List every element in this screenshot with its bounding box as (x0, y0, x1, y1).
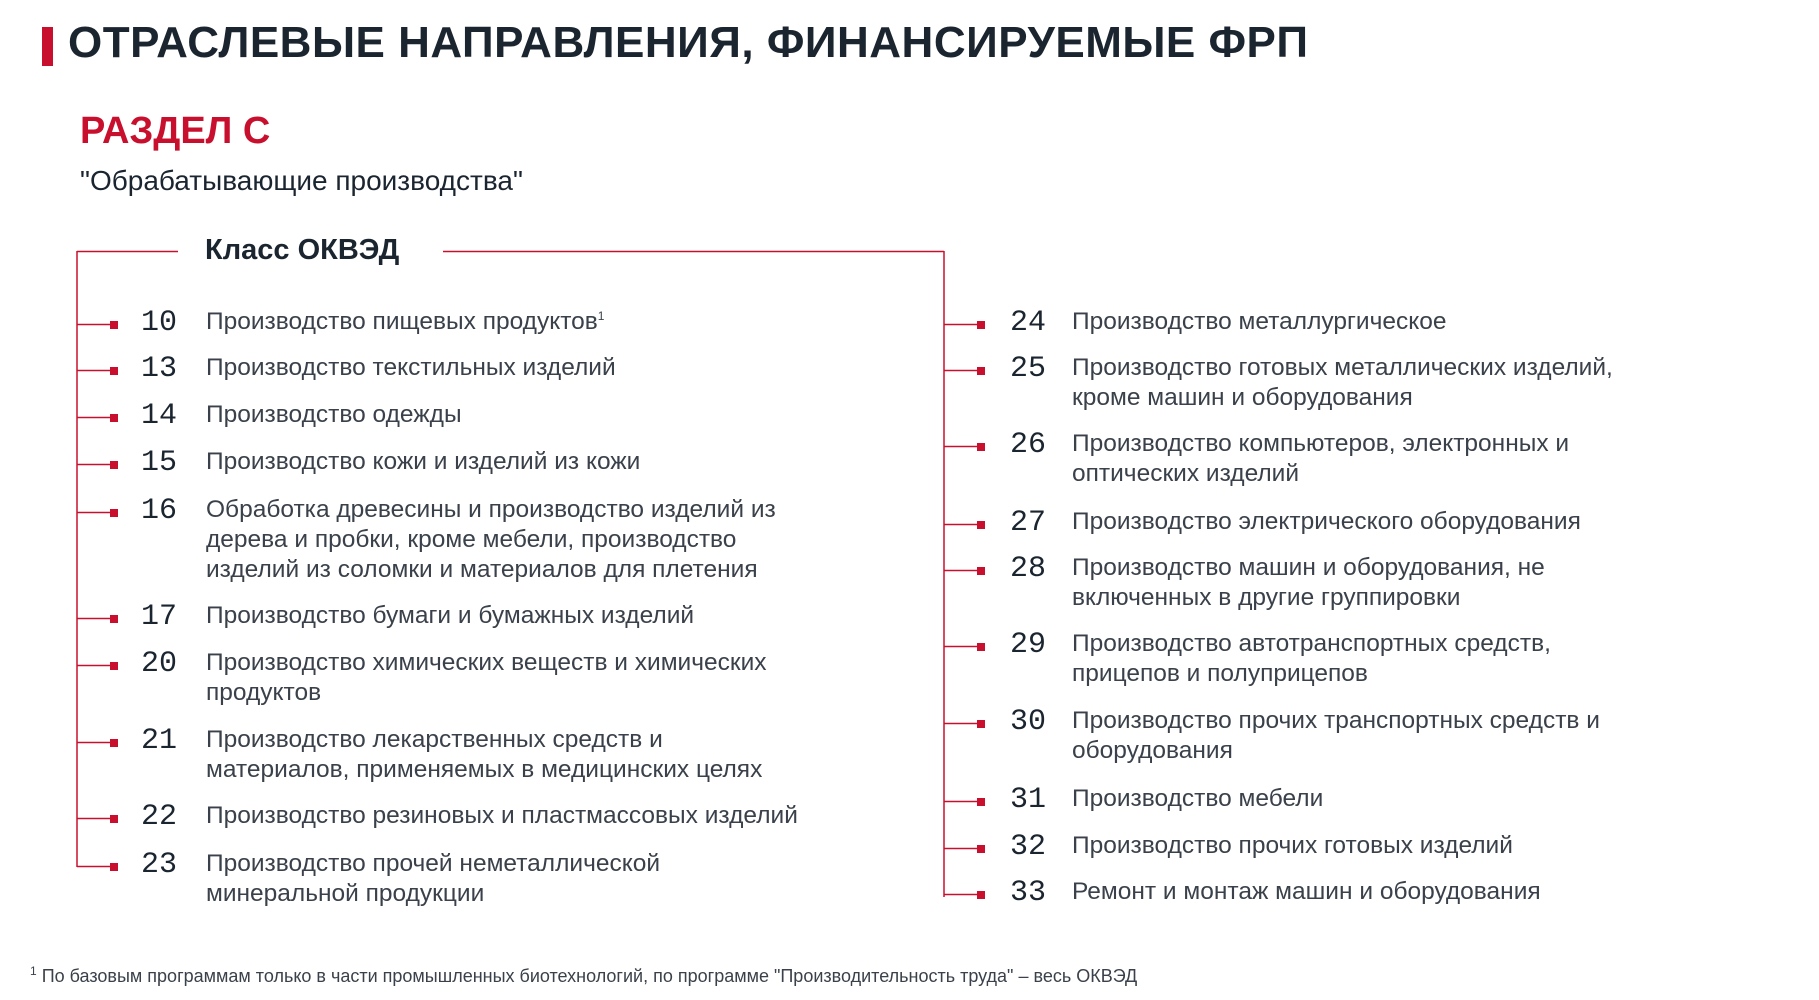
bullet-marker-31 (977, 798, 985, 806)
bullet-marker-26 (977, 443, 985, 451)
bullet-marker-27 (977, 521, 985, 529)
footnote-ref: 1 (597, 308, 605, 323)
okved-label-14: Производство одежды (206, 401, 462, 428)
footnote (30, 966, 1137, 987)
okved-label-27: Производство электрического оборудования (1072, 508, 1581, 535)
okved-label-24: Производство металлургическое (1072, 308, 1447, 335)
bullet-marker-14 (110, 414, 118, 422)
okved-label-26: Производство компьютеров, электронных и оптических изделий (1072, 430, 1570, 487)
okved-label-28: Производство машин и оборудования, не включенных в другие группировки (1072, 554, 1545, 611)
bullet-marker-15 (110, 461, 118, 469)
okved-code-25: 25 (1010, 352, 1047, 386)
okved-label-13: Производство текстильных изделий (206, 354, 616, 381)
bullet-marker-21 (110, 739, 118, 747)
okved-code-13: 13 (141, 352, 178, 386)
okved-label-31: Производство мебели (1072, 785, 1324, 812)
okved-code-33: 33 (1010, 876, 1047, 910)
okved-label-32: Производство прочих готовых изделий (1072, 832, 1513, 859)
okved-label-21: Производство лекарственных средств и материалов, применяемых в медицинских целях (206, 726, 763, 783)
okved-code-22: 22 (141, 800, 178, 834)
okved-code-24: 24 (1010, 306, 1047, 340)
okved-code-17: 17 (141, 600, 178, 634)
bullet-marker-20 (110, 662, 118, 670)
bullet-marker-22 (110, 815, 118, 823)
okved-label-10: Производство пищевых продуктов$^1$ (206, 308, 605, 335)
okved-code-15: 15 (141, 446, 178, 480)
bullet-marker-28 (977, 567, 985, 575)
okved-label-15: Производство кожи и изделий из кожи (206, 448, 641, 475)
bullet-marker-30 (977, 720, 985, 728)
okved-code-14: 14 (141, 399, 178, 433)
okved-label-30: Производство прочих транспортных средств и оборудования (1072, 707, 1600, 764)
bullet-marker-16 (110, 509, 118, 517)
okved-code-31: 31 (1010, 783, 1047, 817)
bullet-marker-13 (110, 367, 118, 375)
page-title: ОТРАСЛЕВЫЕ НАПРАВЛЕНИЯ, ФИНАНСИРУЕМЫЕ ФРП (68, 18, 1309, 67)
bullet-marker-24 (977, 321, 985, 329)
okved-label-23: Производство прочей неметаллической минеральной продукции (206, 850, 661, 907)
bullet-marker-33 (977, 891, 985, 899)
okved-code-21: 21 (141, 724, 178, 758)
bullet-marker-10 (110, 321, 118, 329)
okved-code-16: 16 (141, 494, 178, 528)
okved-code-30: 30 (1010, 705, 1047, 739)
okved-code-23: 23 (141, 848, 178, 882)
okved-label-17: Производство бумаги и бумажных изделий (206, 602, 695, 629)
footnote-text: По базовым программам только в части промышленных биотехнологий, по программе "Производительность труда" – весь ОКВЭД (41, 966, 1138, 986)
okved-label-25: Производство готовых металлических изделий, кроме машин и оборудования (1072, 354, 1613, 411)
bullet-marker-32 (977, 845, 985, 853)
okved-code-29: 29 (1010, 628, 1047, 662)
section-subtitle: "Обрабатывающие производства" (80, 165, 523, 196)
okved-code-28: 28 (1010, 552, 1047, 586)
bullet-marker-17 (110, 615, 118, 623)
okved-code-26: 26 (1010, 428, 1047, 462)
okved-code-20: 20 (141, 647, 178, 681)
okved-code-27: 27 (1010, 506, 1047, 540)
bullet-marker-23 (110, 863, 118, 871)
okved-code-32: 32 (1010, 830, 1047, 864)
okved-label-22: Производство резиновых и пластмассовых изделий (206, 802, 798, 829)
okved-code-10: 10 (141, 306, 178, 340)
classifier-label: Класс ОКВЭД (205, 234, 400, 266)
okved-label-29: Производство автотранспортных средств, прицепов и полуприцепов (1072, 630, 1551, 687)
bullet-marker-29 (977, 643, 985, 651)
bullet-marker-25 (977, 367, 985, 375)
okved-label-16: Обработка древесины и производство изделий из дерева и пробки, кроме мебели, производство изделий из соломки и материалов для плетения (206, 496, 776, 583)
footnote-mark: 1 (30, 964, 37, 978)
section-heading: РАЗДЕЛ С (80, 110, 271, 152)
okved-label-20: Производство химических веществ и химических продуктов (206, 649, 767, 706)
okved-label-33: Ремонт и монтаж машин и оборудования (1072, 878, 1541, 905)
